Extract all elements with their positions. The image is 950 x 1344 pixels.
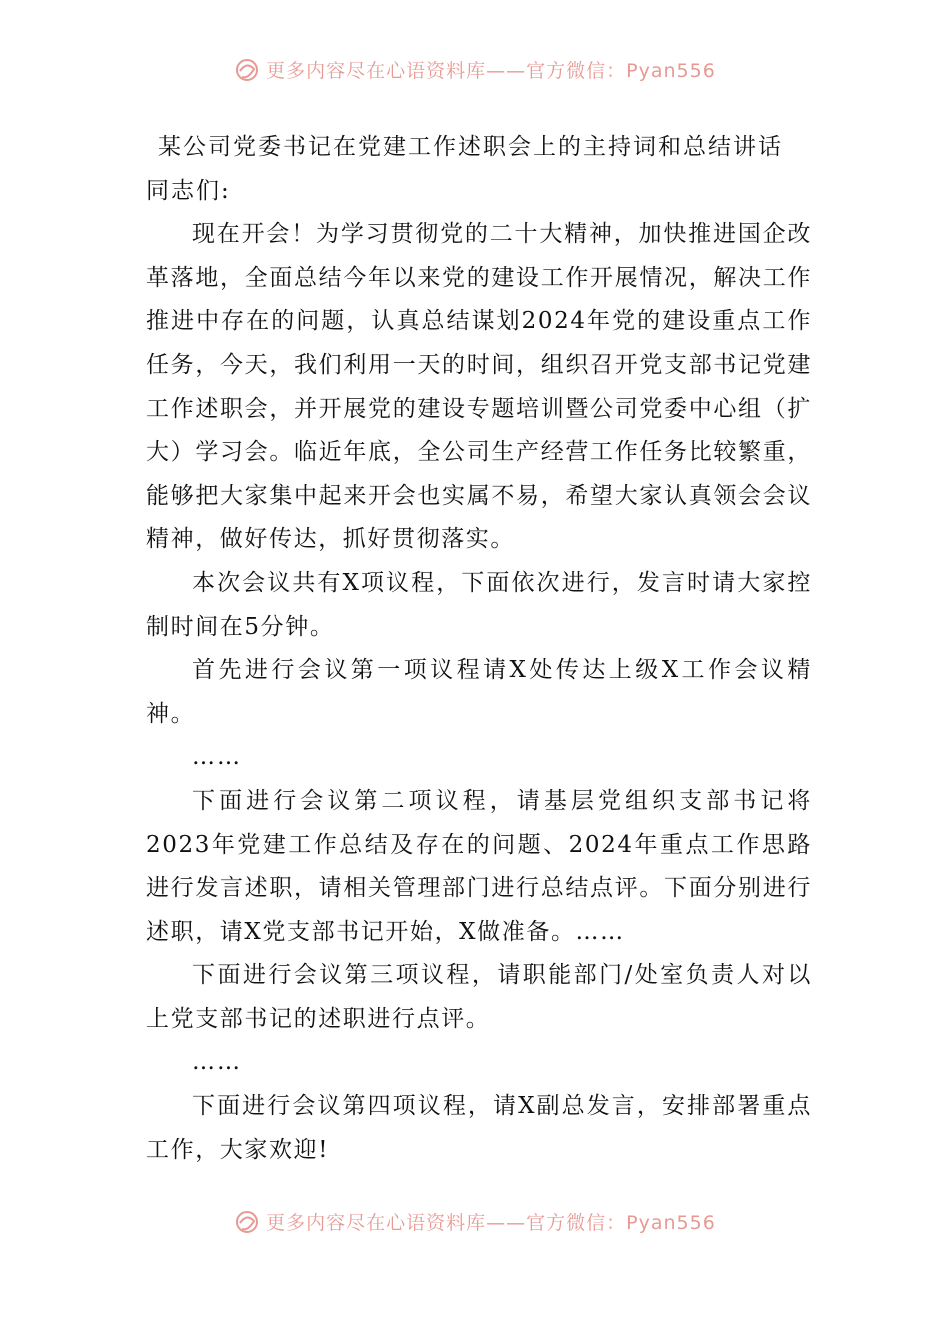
watermark-logo-icon	[234, 1209, 260, 1235]
paragraph-opening: 现在开会！为学习贯彻党的二十大精神，加快推进国企改革落地，全面总结今年以来党的建设工作开展情况，解决工作推进中存在的问题，认真总结谋划2024年党的建设重点工作任务，今天，我们利用一天的时间，组织召开党支部书记党建工作述职会，并开展党的建设专题培训暨公司党委中心组（扩大）学习会。临近年底，全公司生产经营工作任务比较繁重，能够把大家集中起来开会也实属不易，希望大家认真领会会议精神，做好传达，抓好贯彻落实。	[146, 221, 812, 553]
watermark-text: 更多内容尽在心语资料库——官方微信：Pyan556	[266, 60, 716, 82]
ellipsis-1: ……	[192, 744, 242, 771]
paragraph-item-two: 下面进行会议第二项议程，请基层党组织支部书记将2023年党建工作总结及存在的问题、2024年重点工作思路进行发言述职，请相关管理部门进行总结点评。下面分别进行述职，请X党支部书记开始，X做准备。……	[146, 787, 812, 945]
watermark-header	[0, 56, 950, 86]
paragraph-item-one: 首先进行会议第一项议程请X处传达上级X工作会议精神。	[146, 657, 812, 727]
watermark-logo-icon	[234, 57, 260, 83]
document-body	[146, 126, 812, 1172]
watermark-text: 更多内容尽在心语资料库——官方微信：Pyan556	[266, 1212, 716, 1234]
document-title: 某公司党委书记在党建工作述职会上的主持词和总结讲话	[158, 134, 783, 160]
watermark-footer	[0, 1208, 950, 1238]
greeting: 同志们:	[146, 177, 231, 204]
paragraph-item-four: 下面进行会议第四项议程，请X副总发言，安排部署重点工作，大家欢迎!	[146, 1093, 812, 1163]
paragraph-item-three: 下面进行会议第三项议程，请职能部门/处室负责人对以上党支部书记的述职进行点评。	[146, 962, 812, 1032]
ellipsis-2: ……	[192, 1049, 242, 1076]
paragraph-agenda: 本次会议共有X项议程，下面依次进行，发言时请大家控制时间在5分钟。	[146, 569, 812, 640]
